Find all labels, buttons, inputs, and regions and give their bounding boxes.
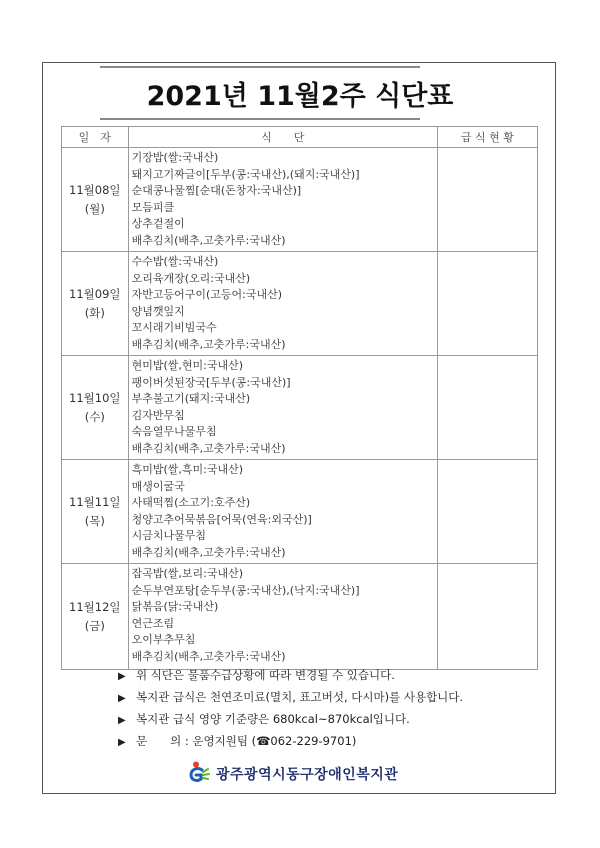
menu-item: 배추김치(배추,고춧가루:국내산) [131,649,286,663]
menu-cell [128,460,437,564]
header-status: 급 식 현 황 [437,127,537,148]
note-item [118,730,463,752]
header-date: 일 자 [62,127,129,148]
date: 11월08일 [69,182,121,197]
status-cell [437,356,537,460]
menu-cell [128,356,437,460]
header-menu: 식 단 [128,127,437,148]
menu-item: 모듬피클 [131,200,175,214]
table-header-row [62,127,538,148]
menu-item: 현미밥(쌀,현미:국내산) [131,359,243,372]
date: 11월10일 [69,390,121,405]
note-text: 위 식단은 물품수급상황에 따라 변경될 수 있습니다. [136,668,395,682]
organization-footer [188,762,398,786]
menu-item: 순두부연포탕[순두부(콩:국내산),(낙지:국내산)] [131,583,360,597]
title-top-rule [100,66,420,68]
menu-item: 상추겉절이 [131,217,185,230]
menu-item: 청양고추어묵볶음[어묵(연육:외국산)] [131,512,312,526]
note-text: 복지관 급식은 천연조미료(멸치, 표고버섯, 다시마)를 사용합니다. [136,690,464,704]
menu-item: 순대콩나물찜[순대(돈창자:국내산)] [131,184,302,197]
status-cell [437,460,537,564]
menu-item: 배추김치(배추,고춧가루:국내산) [131,233,286,247]
menu-item: 돼지고기짜글이[두부(콩:국내산),(돼지:국내산)] [131,167,360,181]
date-cell [62,356,129,460]
notes-section [118,664,463,752]
title-bottom-rule [100,118,420,120]
menu-item: 연근조림 [131,616,175,630]
status-cell [437,564,537,670]
note-item [118,664,463,686]
menu-cell [128,148,437,252]
date-cell [62,148,129,252]
table-row [62,148,538,252]
menu-item: 양념깻잎지 [131,304,185,318]
weekday: (월) [84,201,105,216]
menu-item: 기장밥(쌀:국내산) [131,151,219,164]
status-cell [437,252,537,356]
date-cell [62,252,129,356]
menu-item: 오리육개장(오리:국내산) [131,271,251,285]
triangle-bullet-icon: ▶ [118,693,126,704]
menu-item: 부추불고기(돼지:국내산) [131,392,251,405]
triangle-bullet-icon: ▶ [118,715,126,726]
status-cell [437,148,537,252]
date: 11월11일 [69,494,121,509]
table-row [62,564,538,670]
menu-item: 시금치나물무침 [131,529,206,542]
menu-item: 오이부추무침 [131,633,196,646]
date-cell [62,564,129,670]
menu-item: 배추김치(배추,고춧가루:국내산) [131,441,286,455]
weekday: (목) [84,513,105,528]
page-title: 2021년 11월2주 식단표 [146,81,454,112]
triangle-bullet-icon: ▶ [118,737,126,748]
date: 11월09일 [69,286,121,301]
menu-item: 배추김치(배추,고춧가루:국내산) [131,337,286,351]
meal-table [61,126,538,670]
menu-item: 닭볶음(닭:국내산) [131,600,219,613]
table-row [62,460,538,564]
note-item [118,686,463,708]
weekday: (수) [84,409,105,424]
menu-item: 매생이굴국 [131,479,185,493]
menu-item: 김자반무침 [131,408,185,422]
table-row [62,356,538,460]
menu-item: 꼬시래기비빔국수 [131,321,217,334]
triangle-bullet-icon: ▶ [118,671,126,682]
organization-logo-icon [188,761,210,787]
table-row [62,252,538,356]
menu-item: 팽이버섯된장국[두부(콩:국내산)] [131,375,291,389]
note-text: 복지관 급식 영양 기준량은 680kcal~870kcal입니다. [136,712,410,726]
menu-item: 사태떡찜(소고기:호주산) [131,496,251,509]
note-item [118,708,463,730]
menu-item: 흑미밥(쌀,흑미:국내산) [131,463,243,476]
date: 11월12일 [69,599,121,614]
menu-item: 자반고등어구이(고등어:국내산) [131,288,283,301]
menu-item: 숙음열무나물무침 [131,425,217,438]
menu-cell [128,564,437,670]
menu-item: 수수밥(쌀:국내산) [131,255,219,268]
date-cell [62,460,129,564]
organization-name: 광주광역시동구장애인복지관 [216,767,399,783]
menu-item: 배추김치(배추,고춧가루:국내산) [131,545,286,559]
menu-item: 잡곡밥(쌀,보리:국내산) [131,567,243,580]
weekday: (금) [84,618,105,633]
contact-text: 문 의 : 운영지원팀 (☎062-229-9701) [136,734,357,748]
menu-cell [128,252,437,356]
weekday: (화) [84,305,105,320]
